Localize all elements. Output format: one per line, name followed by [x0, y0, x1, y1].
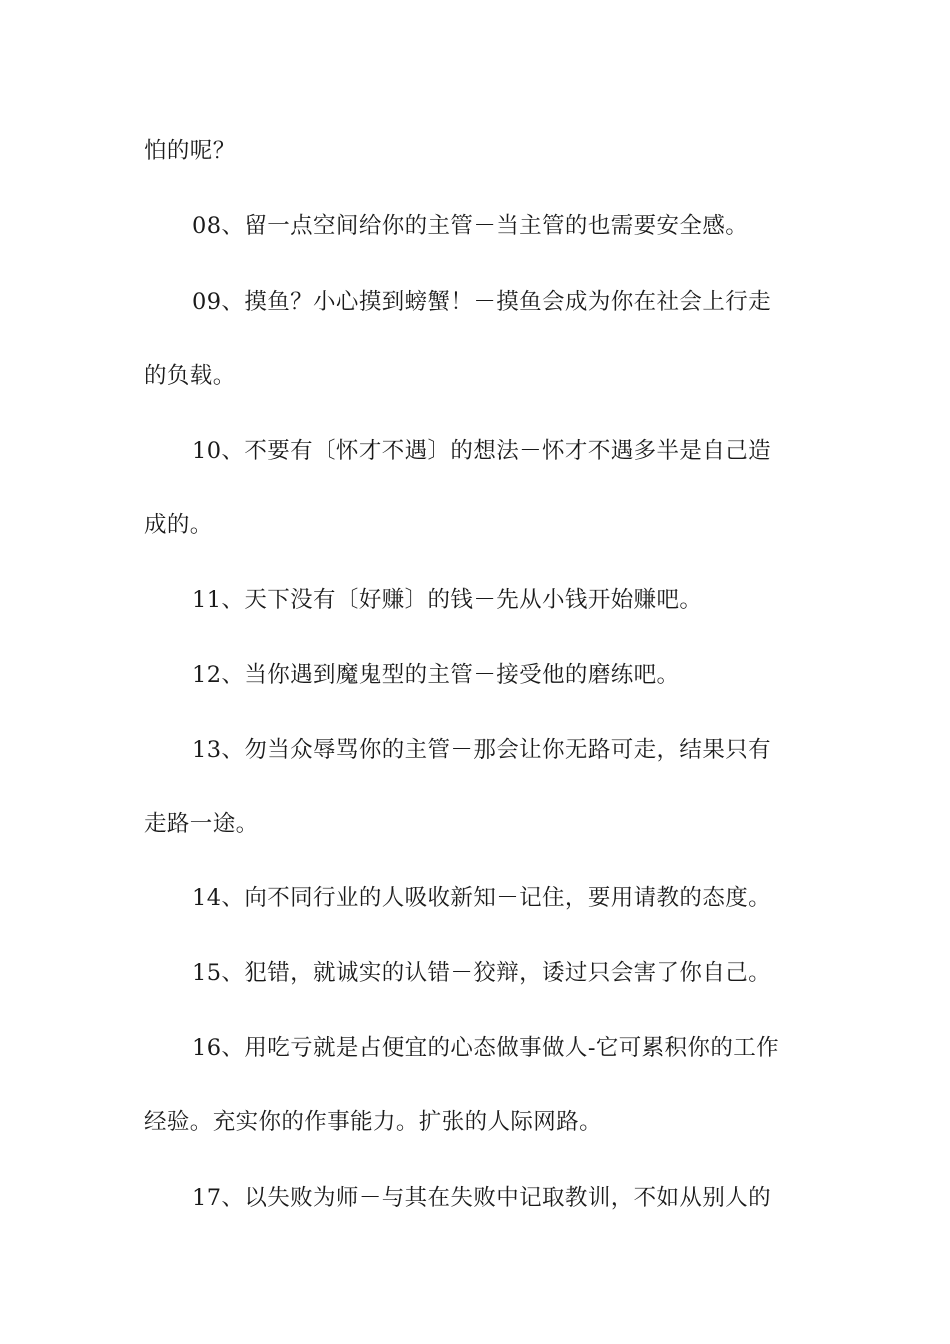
list-item-10-continuation: 成的。: [144, 512, 213, 538]
list-item-14: 14、向不同行业的人吸收新知－记住，要用请教的态度。: [192, 885, 772, 911]
list-item-08: 08、留一点空间给你的主管－当主管的也需要安全感。: [192, 213, 749, 239]
list-item-10: 10、不要有〔怀才不遇〕的想法－怀才不遇多半是自己造: [192, 438, 772, 464]
list-item-16-continuation: 经验。充实你的作事能力。扩张的人际网路。: [144, 1109, 603, 1135]
text-line-continuation: 怕的呢？: [144, 138, 236, 164]
list-item-09: 09、摸鱼？小心摸到螃蟹！－摸鱼会成为你在社会上行走: [192, 289, 772, 315]
list-item-12: 12、当你遇到魔鬼型的主管－接受他的磨练吧。: [192, 662, 680, 688]
list-item-09-continuation: 的负载。: [144, 363, 236, 389]
list-item-13-continuation: 走路一途。: [144, 811, 259, 837]
list-item-13: 13、勿当众辱骂你的主管－那会让你无路可走，结果只有: [192, 737, 772, 763]
list-item-17: 17、以失败为师－与其在失败中记取教训，不如从别人的: [192, 1185, 772, 1211]
list-item-15: 15、犯错，就诚实的认错－狡辩，诿过只会害了你自己。: [192, 960, 772, 986]
list-item-11: 11、天下没有〔好赚〕的钱－先从小钱开始赚吧。: [192, 587, 703, 613]
list-item-16: 16、用吃亏就是占便宜的心态做事做人-它可累积你的工作: [192, 1035, 780, 1061]
